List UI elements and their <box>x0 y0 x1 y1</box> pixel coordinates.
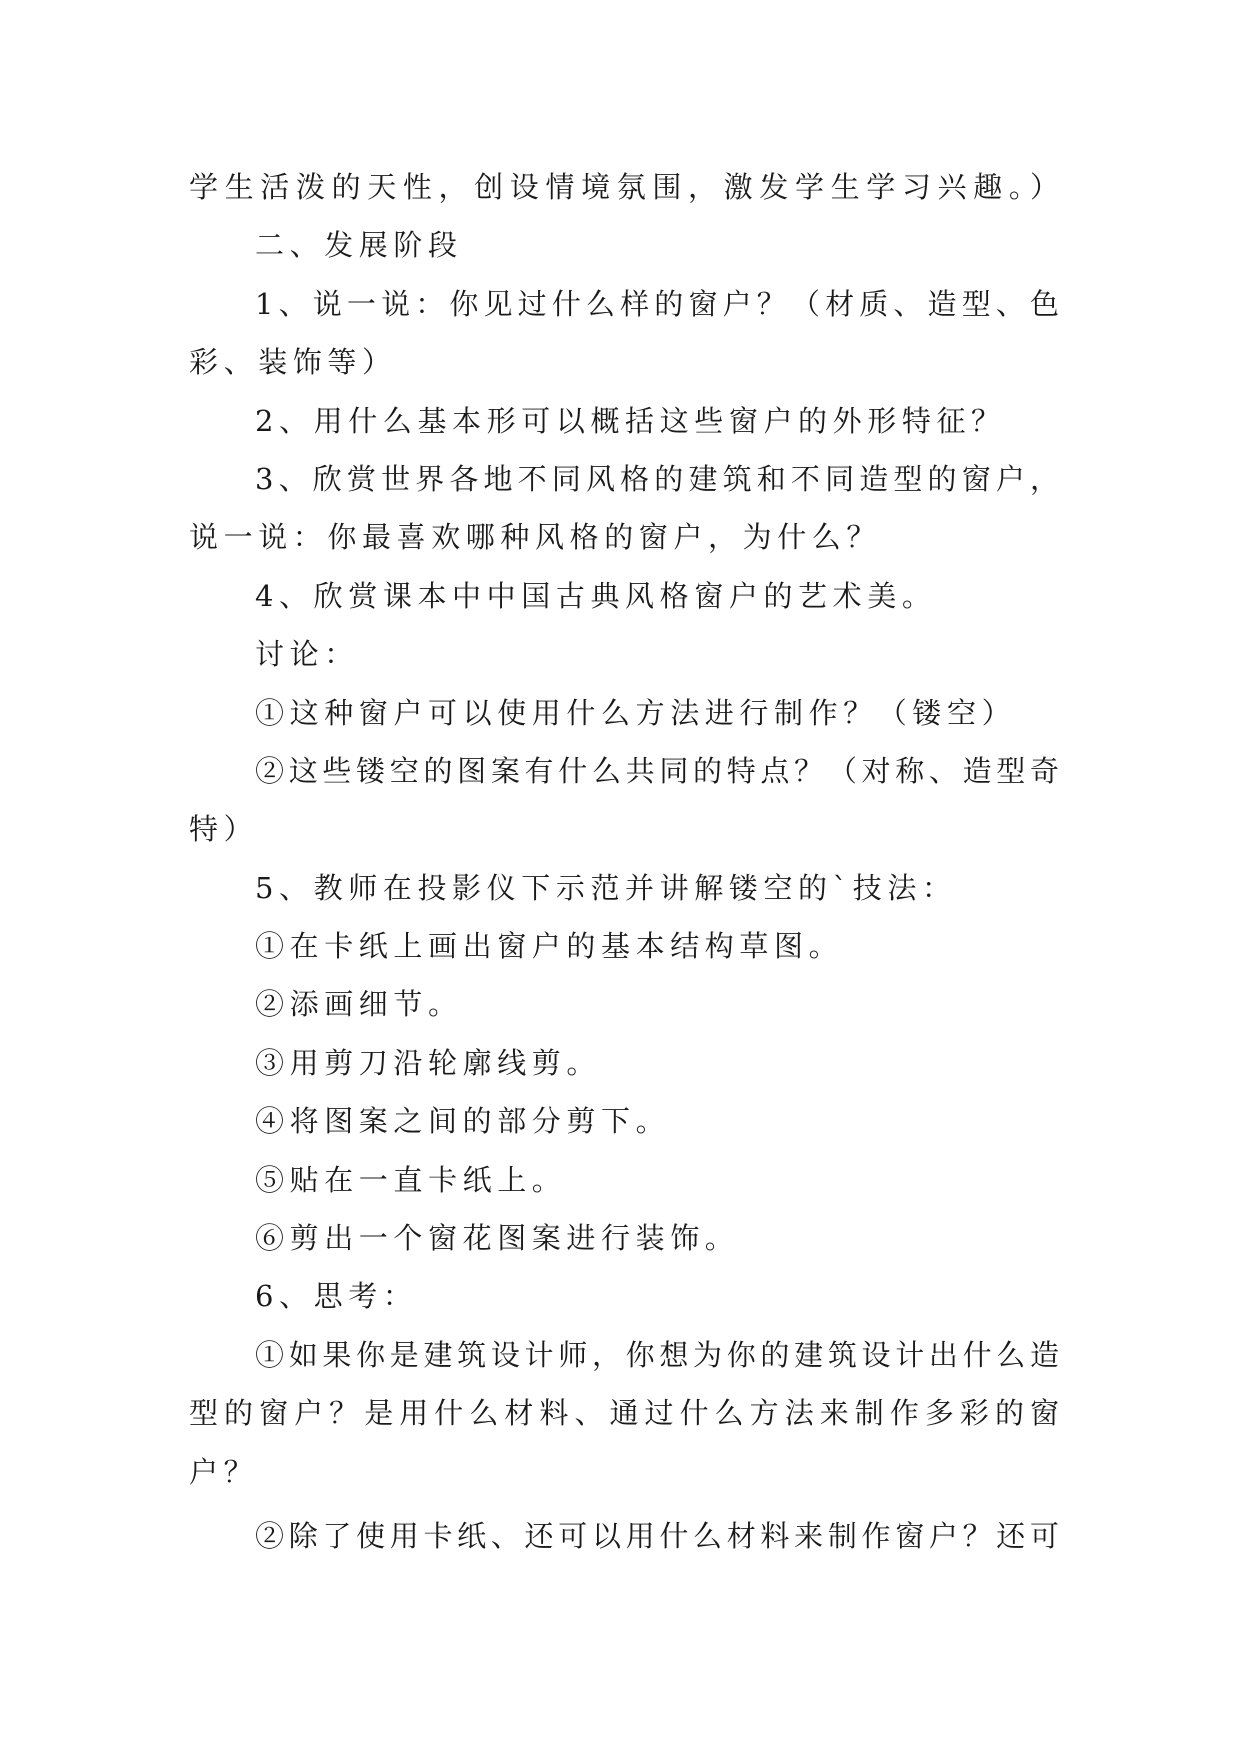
text-line-20: 6、思考： <box>255 1279 418 1314</box>
text-line-5: 2、用什么基本形可以概括这些窗户的外形特征？ <box>255 403 1006 438</box>
text-line-17: ④将图案之间的部分剪下。 <box>255 1104 671 1139</box>
text-line-14: ①在卡纸上画出窗户的基本结构草图。 <box>255 929 844 964</box>
document-body <box>189 158 1059 1565</box>
text-line-21: ①如果你是建筑设计师，你想为你的建筑设计出什么造 <box>255 1337 1059 1372</box>
text-line-9: 讨论： <box>255 637 359 672</box>
text-line-6: 3、欣赏世界各地不同风格的建筑和不同造型的窗户， <box>255 461 1059 496</box>
text-line-22: 型的窗户？是用什么材料、通过什么方法来制作多彩的窗 <box>189 1396 1059 1431</box>
text-line-1: 学生活泼的天性，创设情境氛围，激发学生学习兴趣。） <box>189 170 1059 204</box>
text-line-3: 1、说一说：你见过什么样的窗户？（材质、造型、色 <box>255 286 1059 321</box>
text-line-8: 4、欣赏课本中中国古典风格窗户的艺术美。 <box>255 578 937 613</box>
text-line-23: 户？ <box>189 1454 259 1489</box>
text-line-24: ②除了使用卡纸、还可以用什么材料来制作窗户？还可 <box>255 1518 1059 1553</box>
section-heading: 二、发展阶段 <box>255 228 463 263</box>
text-line-18: ⑤贴在一直卡纸上。 <box>255 1162 567 1197</box>
text-line-15: ②添画细节。 <box>255 987 463 1022</box>
text-line-12: 特） <box>189 812 259 847</box>
text-line-4: 彩、装饰等） <box>189 345 397 380</box>
text-line-16: ③用剪刀沿轮廓线剪。 <box>255 1045 602 1080</box>
text-line-13: 5、教师在投影仪下示范并讲解镂空的`技法： <box>255 870 957 905</box>
text-line-11: ②这些镂空的图案有什么共同的特点？（对称、造型奇 <box>255 753 1059 788</box>
text-line-10: ①这种窗户可以使用什么方法进行制作？（镂空） <box>255 695 1017 730</box>
text-line-7: 说一说：你最喜欢哪种风格的窗户，为什么？ <box>189 520 882 555</box>
text-line-19: ⑥剪出一个窗花图案进行装饰。 <box>255 1221 740 1256</box>
